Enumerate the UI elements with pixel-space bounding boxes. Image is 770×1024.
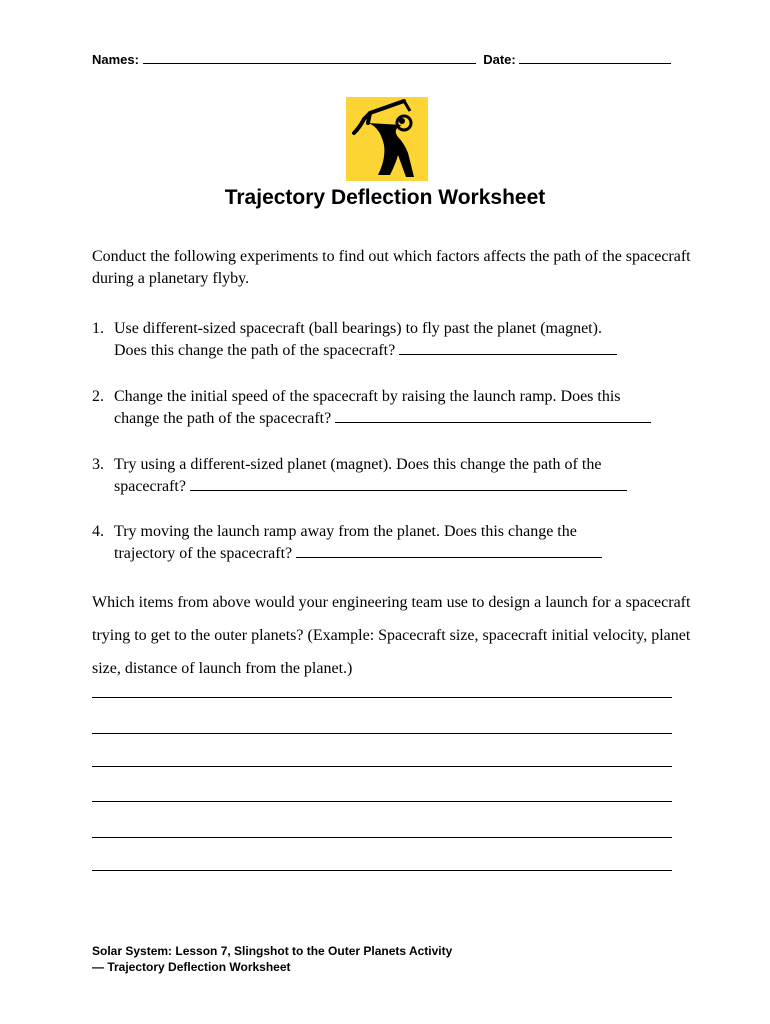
answer-line[interactable] <box>190 478 627 491</box>
question-text-line2: change the path of the spacecraft? <box>114 410 332 427</box>
answer-line[interactable] <box>92 766 672 767</box>
footer <box>92 943 452 975</box>
answer-line[interactable] <box>92 697 672 698</box>
question-text-line1: Try using a different-sized planet (magnet). Does this change the path of the <box>114 456 602 473</box>
answer-line[interactable] <box>335 410 651 423</box>
footer-line2: — Trajectory Deflection Worksheet <box>92 960 291 974</box>
question-2 <box>92 386 692 430</box>
footer-line1: Solar System: Lesson 7, Slingshot to the Outer Planets Activity <box>92 944 453 958</box>
question-text-line2: trajectory of the spacecraft? <box>114 545 293 562</box>
answer-line[interactable] <box>92 870 672 871</box>
question-text-line1: Use different-sized spacecraft (ball bearings) to fly past the planet (magnet). <box>114 320 602 337</box>
question-text-line2: spacecraft? <box>114 478 186 495</box>
answer-line[interactable] <box>296 545 602 558</box>
answer-line[interactable] <box>92 733 672 734</box>
date-label: Date: <box>483 52 516 67</box>
answer-line[interactable] <box>92 837 672 838</box>
answer-line[interactable] <box>92 801 672 802</box>
slingshot-figure-icon <box>346 97 428 181</box>
question-text-line1: Change the initial speed of the spacecraft by raising the launch ramp. Does this <box>114 388 621 405</box>
names-label: Names: <box>92 52 139 67</box>
names-date-row <box>92 51 671 67</box>
page-title: Trajectory Deflection Worksheet <box>224 186 546 209</box>
final-question: Which items from above would your engineering team use to design a launch for a spacecraft trying to get to the outer planets? (Example: Spacecraft size, spacecraft initial velocity, planet size, distance of launch from the planet.) <box>92 594 691 677</box>
question-number: 4. <box>92 523 104 540</box>
logo <box>346 97 428 181</box>
question-1 <box>92 318 692 362</box>
date-input-line[interactable] <box>519 51 671 64</box>
intro-paragraph: Conduct the following experiments to find out which factors affects the path of the spacecraft during a planetary flyby. <box>92 248 691 287</box>
names-input-line[interactable] <box>143 51 476 64</box>
question-number: 3. <box>92 456 104 473</box>
question-number: 1. <box>92 320 104 337</box>
question-number: 2. <box>92 388 104 405</box>
question-text-line1: Try moving the launch ramp away from the planet. Does this change the <box>114 523 577 540</box>
question-3 <box>92 454 692 498</box>
question-4 <box>92 521 692 565</box>
answer-line[interactable] <box>399 342 617 355</box>
question-text-line2: Does this change the path of the spacecraft? <box>114 342 396 359</box>
